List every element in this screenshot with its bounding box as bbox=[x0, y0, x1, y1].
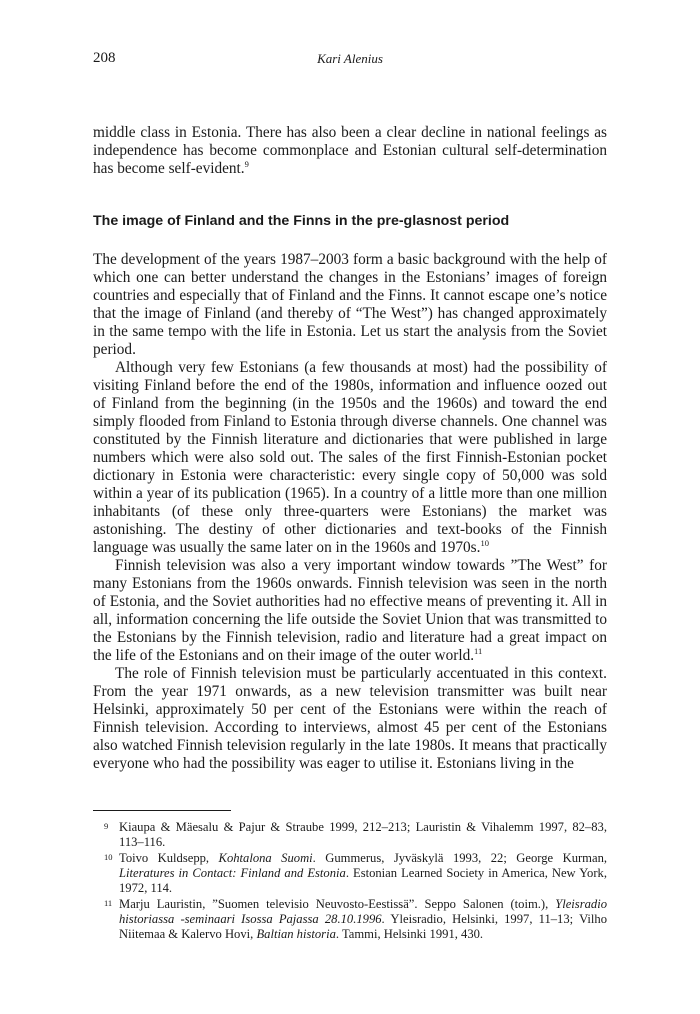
running-head: Kari Alenius bbox=[317, 51, 383, 66]
footnote-text: Toivo Kuldsepp, bbox=[119, 851, 219, 865]
footnote-ref-10[interactable]: 10 bbox=[480, 538, 489, 548]
paragraph-text: Although very few Estonians (a few thousands at most) had the possibility of visiting Finland before the end of the 1980s, information and influence oozed out of Finland from the beginning (in the 1950s and the 1960s) and toward the end simply flooded from Finland to Estonia through diverse channels. One channel was constituted by the Finnish literature and dictionaries that were published in large numbers which were also sold out. The sales of the first Finnish-Estonian pocket dictionary in Estonia were characteristic: every single copy of 50,000 was sold within a year of its publication (1965). In a country of a little more than one million inhabitants (of these only three-quarters were Estonians) the market was astonishing. The destiny of other dictionaries and text-books of the Finnish language was usually the same later on in the 1960s and 1970s. bbox=[93, 359, 607, 556]
footnote-text: . Tammi, Helsinki 1991, 430. bbox=[335, 927, 484, 941]
footnotes bbox=[93, 820, 607, 943]
paragraph-text: Finnish television was also a very important window towards ”The West” for many Estonians from the 1960s onwards. Finnish television was seen in the north of Estonia, and the Soviet authorities had no effective means of preventing it. All in all, information concerning the life outside the Soviet Union that was transmitted to the Estonians by the Finnish television, radio and literature had a great impact on the life of the Estonians and on their image of the outer world. bbox=[93, 557, 607, 664]
main-body bbox=[93, 251, 607, 773]
footnote-number: 11 bbox=[104, 898, 113, 908]
footnote-ref-9[interactable]: 9 bbox=[244, 159, 249, 169]
paragraph-3 bbox=[93, 557, 607, 665]
footnote-text: . Gummerus, Jyväskylä 1993, 22; George Kurman, bbox=[312, 851, 608, 865]
footnote-text: Kiaupa & Mäesalu & Pajur & Straube 1999, 212–213; Lauristin & Vihalemm 1997, 82–83, 113–116. bbox=[119, 820, 607, 849]
section-heading: The image of Finland and the Finns in the pre-glasnost period bbox=[93, 213, 510, 229]
footnote-ref-11[interactable]: 11 bbox=[474, 646, 483, 656]
paragraph-1: The development of the years 1987–2003 form a basic background with the help of which one can better understand the changes in the Estonians’ images of foreign countries and especially that of Finland and the Finns. It cannot escape one’s notice that the image of Finland (and thereby of “The West”) has changed approximately in the same tempo with the life in Estonia. Let us start the analysis from the Soviet period. bbox=[93, 251, 607, 358]
footnote-text: . Yleisradio, Helsinki, 1997, 11–13; Vilho Niitemaa & Kalervo Hovi, bbox=[119, 912, 607, 941]
footnote-10 bbox=[93, 851, 607, 896]
footnote-text: Marju Lauristin, ”Suomen televisio Neuvosto-Eestissä”. Seppo Salonen (toim.), bbox=[119, 897, 556, 911]
paragraph-continued bbox=[93, 124, 607, 178]
footnote-number: 10 bbox=[104, 852, 113, 862]
footnote-divider bbox=[93, 810, 231, 811]
footnote-title: Kohtalona Suomi bbox=[218, 851, 313, 865]
paragraph-4: The role of Finnish television must be particularly accentuated in this context. From the year 1971 onwards, as a new television transmitter was built near Helsinki, approximately 50 per cent of the Estonians were within the reach of Finnish television. According to interviews, almost 45 per cent of the Estonians also watched Finnish television regularly in the late 1980s. It means that practically everyone who had the possibility was eager to utilise it. Estonians living in the bbox=[93, 665, 607, 772]
paragraph-2 bbox=[93, 359, 607, 557]
footnote-11 bbox=[93, 897, 607, 942]
page-number: 208 bbox=[93, 50, 116, 66]
footnote-text: . Estonian Learned Society in America, New York, 1972, 114. bbox=[119, 866, 607, 895]
footnote-title: Baltian historia bbox=[256, 927, 336, 941]
footnote-9 bbox=[93, 820, 607, 850]
footnote-number: 9 bbox=[104, 821, 109, 831]
footnote-title: Literatures in Contact: Finland and Estonia bbox=[119, 866, 346, 880]
paragraph-text: middle class in Estonia. There has also been a clear decline in national feelings as independence has become commonplace and Estonian cultural self-determination has become self-evident. bbox=[93, 124, 607, 177]
footnote-title: Yleisradio historiassa -seminaari Isossa Pajassa 28.10.1996 bbox=[119, 897, 607, 926]
